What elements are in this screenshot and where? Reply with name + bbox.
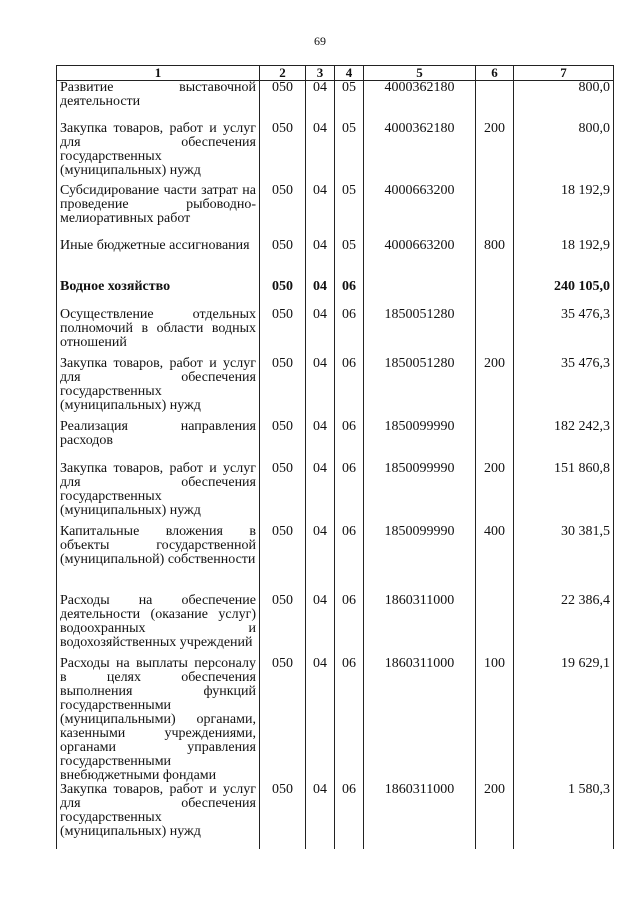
row-col2: 050: [260, 594, 306, 657]
row-col7: 182 242,3: [514, 420, 614, 462]
table-row: [57, 462, 614, 525]
header-col-5: 5: [364, 66, 476, 81]
table-row: [57, 239, 614, 280]
row-col2: 050: [260, 462, 306, 525]
row-col6: [476, 420, 514, 462]
header-col-3: 3: [306, 66, 335, 81]
row-col5: 1850051280: [364, 357, 476, 420]
page-number: 69: [314, 34, 326, 48]
row-col3: 04: [306, 308, 335, 357]
table-row: [57, 783, 614, 849]
row-col4: 06: [335, 280, 364, 308]
header-col-1: 1: [57, 66, 260, 81]
row-col3: 04: [306, 594, 335, 657]
row-col2: 050: [260, 420, 306, 462]
row-col7: 35 476,3: [514, 308, 614, 357]
row-col4: 06: [335, 594, 364, 657]
table-row-section: [57, 280, 614, 308]
row-col6: 400: [476, 525, 514, 594]
row-col5: 4000362180: [364, 81, 476, 122]
row-name: Закупка товаров, работ и услуг для обеспечения государственных (муниципальных) нужд: [57, 122, 260, 184]
header-col-2: 2: [260, 66, 306, 81]
row-col3: 04: [306, 81, 335, 122]
row-col3: 04: [306, 357, 335, 420]
row-name: Расходы на выплаты персоналу в целях обеспечения выполнения функций государственными (муниципальными) органами, казенными учреждениями, органами управления государственными внебюджетными фондами: [57, 657, 260, 783]
row-col2: 050: [260, 357, 306, 420]
row-col4: 06: [335, 657, 364, 783]
row-col3: 04: [306, 239, 335, 280]
row-col6: [476, 280, 514, 308]
row-col5: 1860311000: [364, 594, 476, 657]
row-col5: 4000663200: [364, 184, 476, 239]
row-col4: 05: [335, 81, 364, 122]
row-name: Развитие выставочной деятельности: [57, 81, 260, 122]
row-col5: 1860311000: [364, 657, 476, 783]
header-col-7: 7: [514, 66, 614, 81]
row-col3: 04: [306, 657, 335, 783]
row-col7: 30 381,5: [514, 525, 614, 594]
row-col6: 200: [476, 783, 514, 849]
row-col6: [476, 594, 514, 657]
row-col7: 240 105,0: [514, 280, 614, 308]
row-col3: 04: [306, 525, 335, 594]
row-col6: 200: [476, 357, 514, 420]
row-col5: [364, 280, 476, 308]
row-col4: 06: [335, 525, 364, 594]
row-col6: [476, 308, 514, 357]
row-name: Закупка товаров, работ и услуг для обеспечения государственных (муниципальных) нужд: [57, 357, 260, 420]
row-name: Закупка товаров, работ и услуг для обеспечения государственных (муниципальных) нужд: [57, 783, 260, 849]
row-col7: 18 192,9: [514, 239, 614, 280]
row-col4: 06: [335, 783, 364, 849]
table-row: [57, 81, 614, 122]
row-col7: 22 386,4: [514, 594, 614, 657]
row-col3: 04: [306, 420, 335, 462]
row-col4: 06: [335, 308, 364, 357]
table-row: [57, 122, 614, 184]
row-name: Закупка товаров, работ и услуг для обеспечения государственных (муниципальных) нужд: [57, 462, 260, 525]
row-col6: 800: [476, 239, 514, 280]
row-col6: 100: [476, 657, 514, 783]
row-col2: 050: [260, 783, 306, 849]
row-col2: 050: [260, 525, 306, 594]
header-col-6: 6: [476, 66, 514, 81]
row-col6: [476, 184, 514, 239]
row-col2: 050: [260, 657, 306, 783]
row-name: Расходы на обеспечение деятельности (оказание услуг) водоохранных и водохозяйственных учреждений: [57, 594, 260, 657]
row-col2: 050: [260, 81, 306, 122]
row-col2: 050: [260, 122, 306, 184]
header-col-4: 4: [335, 66, 364, 81]
row-col5: 4000362180: [364, 122, 476, 184]
row-col3: 04: [306, 122, 335, 184]
row-col5: 4000663200: [364, 239, 476, 280]
row-col7: 35 476,3: [514, 357, 614, 420]
row-col5: 1850099990: [364, 525, 476, 594]
row-col4: 06: [335, 462, 364, 525]
row-col4: 06: [335, 420, 364, 462]
row-col3: 04: [306, 462, 335, 525]
row-col7: 1 580,3: [514, 783, 614, 849]
table-row: [57, 308, 614, 357]
row-name: Субсидирование части затрат на проведение рыбоводно-мелиоративных работ: [57, 184, 260, 239]
row-col5: 1850099990: [364, 462, 476, 525]
row-col4: 05: [335, 239, 364, 280]
row-col7: 19 629,1: [514, 657, 614, 783]
table-row: [57, 594, 614, 657]
row-col6: 200: [476, 122, 514, 184]
row-name: Капитальные вложения в объекты государственной (муниципальной) собственности: [57, 525, 260, 594]
row-col2: 050: [260, 184, 306, 239]
budget-table: [56, 65, 614, 849]
row-name: Осуществление отдельных полномочий в области водных отношений: [57, 308, 260, 357]
row-col5: 1850099990: [364, 420, 476, 462]
row-name: Водное хозяйство: [57, 280, 260, 308]
row-col7: 800,0: [514, 122, 614, 184]
row-col2: 050: [260, 308, 306, 357]
table-row: [57, 420, 614, 462]
row-col2: 050: [260, 239, 306, 280]
row-name: Реализация направления расходов: [57, 420, 260, 462]
row-col4: 05: [335, 184, 364, 239]
row-col4: 05: [335, 122, 364, 184]
row-col5: 1850051280: [364, 308, 476, 357]
row-col6: [476, 81, 514, 122]
table-row: [57, 525, 614, 594]
row-col7: 800,0: [514, 81, 614, 122]
row-col2: 050: [260, 280, 306, 308]
table-row: [57, 184, 614, 239]
row-col4: 06: [335, 357, 364, 420]
row-name: Иные бюджетные ассигнования: [57, 239, 260, 280]
header-row: [57, 66, 614, 81]
row-col5: 1860311000: [364, 783, 476, 849]
row-col3: 04: [306, 184, 335, 239]
row-col6: 200: [476, 462, 514, 525]
table-row: [57, 357, 614, 420]
row-col7: 151 860,8: [514, 462, 614, 525]
row-col3: 04: [306, 783, 335, 849]
row-col3: 04: [306, 280, 335, 308]
table-row: [57, 657, 614, 783]
row-col7: 18 192,9: [514, 184, 614, 239]
